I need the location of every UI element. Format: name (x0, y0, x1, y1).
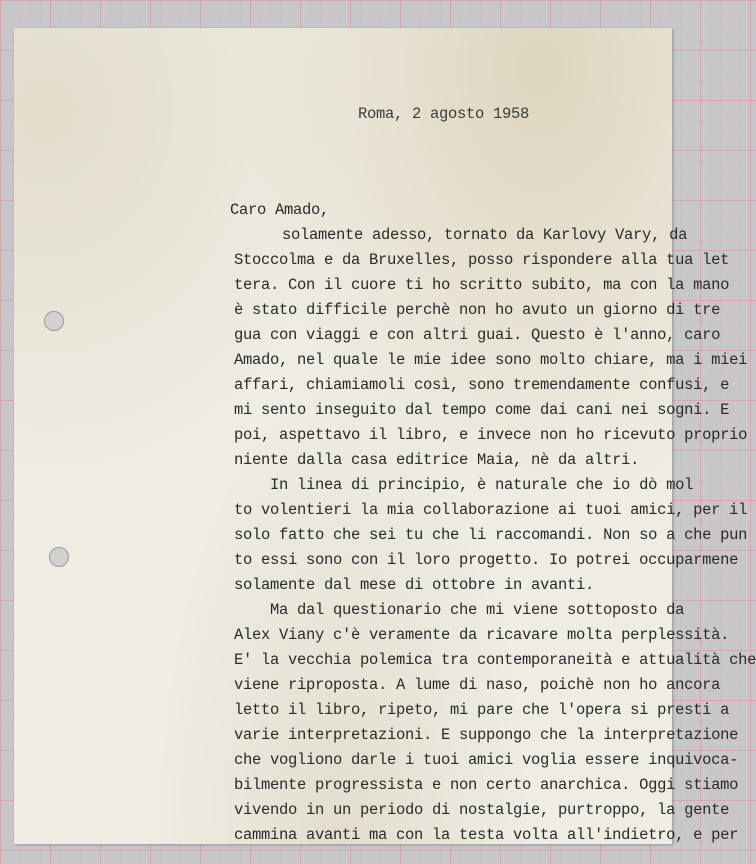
letter-line: E' la vecchia polemica tra contemporaneità e attualità che (234, 651, 756, 669)
punch-hole-top (44, 311, 64, 331)
letter-line: vivendo in un periodo di nostalgie, purtroppo, la gente (234, 801, 730, 819)
letter-line: varie interpretazioni. E suppongo che la interpretazione (234, 726, 739, 744)
letter-date: Roma, 2 agosto 1958 (358, 105, 530, 123)
letter-line: solo fatto che sei tu che li raccomandi. Non so a che pun (234, 526, 748, 544)
letter-line: to essi sono con il loro progetto. Io potrei occuparmene (234, 551, 739, 569)
letter-line: cammina avanti ma con la testa volta all'indietro, e per (234, 826, 739, 844)
letter-line: letto il libro, ripeto, mi pare che l'opera si presti a (234, 701, 730, 719)
letter-line: mi sento inseguito dal tempo come dai cani nei sogni. E (234, 401, 730, 419)
letter-line: In linea di principio, è naturale che io dò mol (270, 476, 694, 494)
letter-line: solamente adesso, tornato da Karlovy Vary, da (282, 226, 688, 244)
letter-line: tera. Con il cuore ti ho scritto subito, ma con la mano (234, 276, 730, 294)
letter-line: poi, aspettavo il libro, e invece non ho ricevuto proprio (234, 426, 748, 444)
letter-line: Alex Viany c'è veramente da ricavare molta perplessità. (234, 626, 730, 644)
letter-line: Amado, nel quale le mie idee sono molto chiare, ma i miei (234, 351, 748, 369)
letter-line: solamente dal mese di ottobre in avanti. (234, 576, 595, 594)
letter-line: Ma dal questionario che mi viene sottoposto da (270, 601, 685, 619)
letter-line: Stoccolma e da Bruxelles, posso rispondere alla tua let (234, 251, 730, 269)
letter-line: è stato difficile perchè non ho avuto un giorno di tre (234, 301, 721, 319)
letter-line: che vogliono darle i tuoi amici voglia essere inquivoca- (234, 751, 739, 769)
letter-salutation: Caro Amado, (230, 201, 330, 219)
letter-line: to volentieri la mia collaborazione ai tuoi amici, per il (234, 501, 748, 519)
letter-line: bilmente progressista e non certo anarchica. Oggi stiamo (234, 776, 739, 794)
letter-line: niente dalla casa editrice Maia, nè da altri. (234, 451, 640, 469)
letter-line: affari, chiamiamoli così, sono tremendamente confusi, e (234, 376, 730, 394)
letter-line: gua con viaggi e con altri guai. Questo è l'anno, caro (234, 326, 721, 344)
punch-hole-bottom (49, 547, 69, 567)
letter-line: viene riproposta. A lume di naso, poichè non ho ancora (234, 676, 721, 694)
